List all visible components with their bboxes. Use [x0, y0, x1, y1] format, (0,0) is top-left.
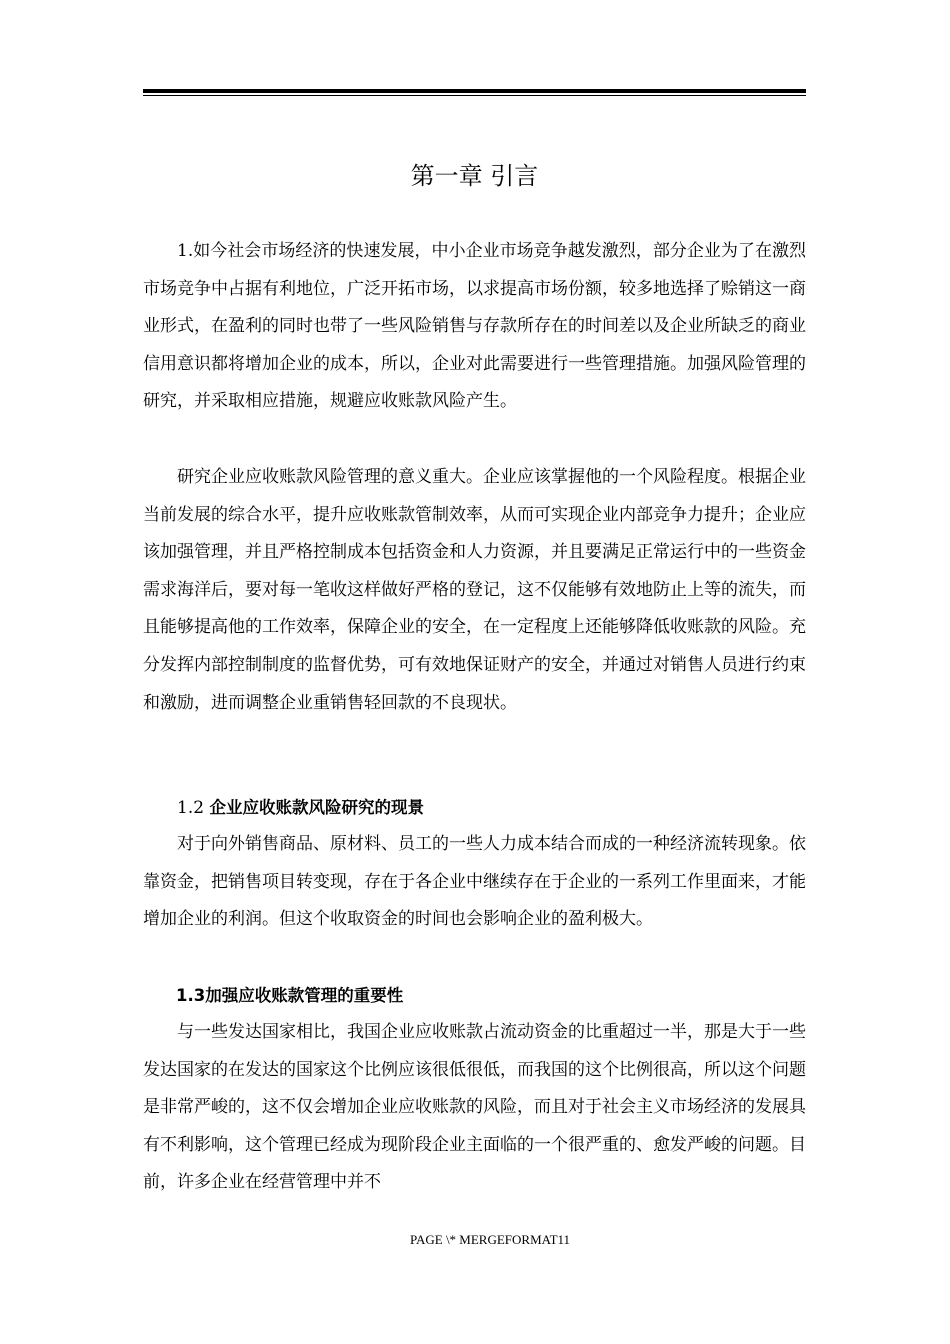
section-heading-1-3: 1.3加强应收账款管理的重要性: [176, 986, 404, 1005]
paragraph-significance: 研究企业应收账款风险管理的意义重大。企业应该掌握他的一个风险程度。根据企业当前发展的综合水平，提升应收账款管制效率，从而可实现企业内部竞争力提升；企业应该加强管理，并且严格控制成本包括资金和人力资源，并且要满足正常运行中的一些资金需求海洋后，要对每一笔收这样做好严格的登记，这不仅能够有效地防止上等的流失，而且能够提高他的工作效率，保障企业的安全，在一定程度上还能够降低收账款的风险。充分发挥内部控制制度的监督优势，可有效地保证财产的安全，并通过对销售人员进行约束和激励，进而调整企业重销售轻回款的不良现状。: [143, 467, 806, 713]
section-heading-1-2: [143, 789, 806, 828]
header-rule: [143, 89, 806, 93]
section-title: 企业应收账款风险研究的现景: [209, 798, 424, 817]
section-number: 1.2: [177, 798, 210, 818]
chapter-title: 第一章 引言: [410, 162, 539, 190]
header-rule-thin: [143, 95, 806, 96]
paragraph-importance: 与一些发达国家相比，我国企业应收账款占流动资金的比重超过一半，那是大于一些发达国家的在发达的国家这个比例应该很低很低，而我国的这个比例很高，所以这个问题是非常严峻的，这不仅会增加企业应收账款的风险，而且对于社会主义市场经济的发展具有不利影响，这个管理已经成为现阶段企业主面临的一个很严重的、愈发严峻的问题。目前，许多企业在经营管理中并不: [143, 1022, 806, 1193]
paragraph-intro: 1.如今社会市场经济的快速发展，中小企业市场竞争越发激烈，部分企业为了在激烈市场竞争中占据有利地位，广泛开拓市场，以求提高市场份额，较多地选择了赊销这一商业形式，在盈利的同时也带了一些风险销售与存款所存在的时间差以及企业所缺乏的商业信用意识都将增加企业的成本，所以，企业对此需要进行一些管理措施。加强风险管理的研究，并采取相应措施，规避应收账款风险产生。: [143, 241, 806, 412]
paragraph-status: 对于向外销售商品、原材料、员工的一些人力成本结合而成的一种经济流转现象。依靠资金，把销售项目转变现，存在于各企业中继续存在于企业的一系列工作里面来，才能增加企业的利润。但这个收取资金的时间也会影响企业的盈利极大。: [143, 834, 806, 930]
page-footer: PAGE \* MERGEFORMAT11: [409, 1232, 571, 1247]
